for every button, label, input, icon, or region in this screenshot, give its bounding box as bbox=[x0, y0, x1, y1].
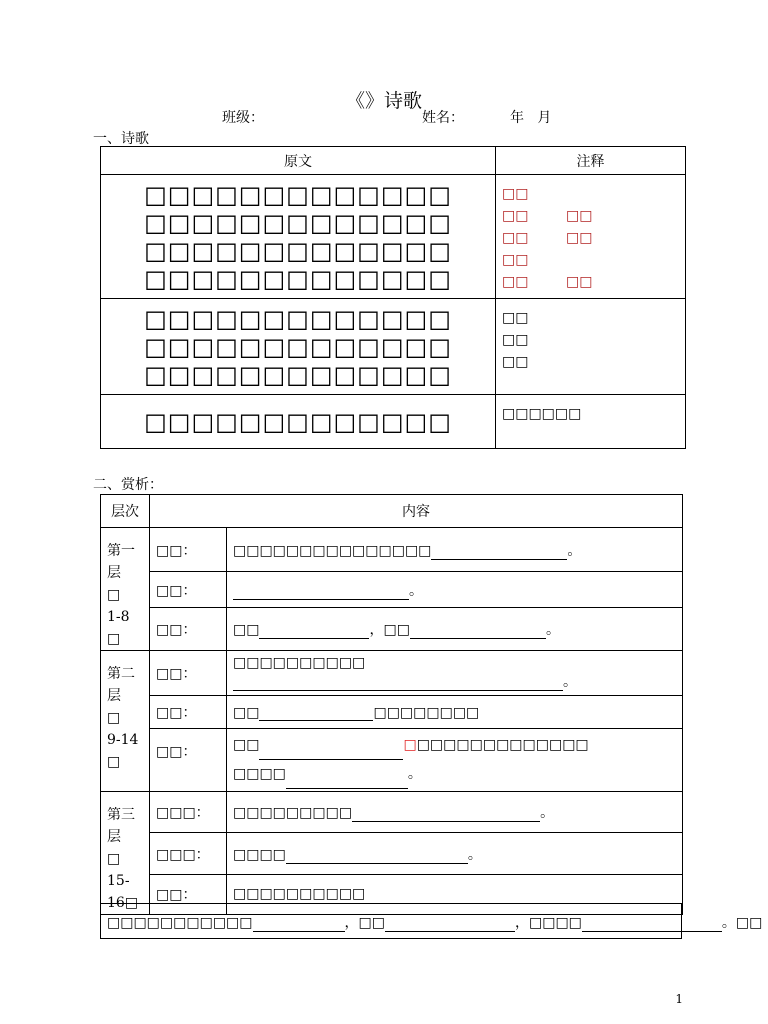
poem-line: □□□□□□□□□□□□□ bbox=[144, 208, 452, 237]
content-text: □□□□ bbox=[233, 846, 286, 863]
row-content bbox=[227, 607, 683, 650]
content-text: □□□□□□□□□ bbox=[233, 805, 353, 822]
row-content bbox=[227, 792, 683, 833]
poem-table bbox=[100, 146, 686, 449]
level-text: □ bbox=[107, 710, 121, 726]
note: □□ bbox=[566, 230, 593, 246]
answer-blank[interactable] bbox=[259, 704, 373, 721]
col-notes: 注释 bbox=[496, 147, 686, 175]
notes-block-2 bbox=[496, 299, 686, 395]
note: □□ bbox=[566, 208, 593, 224]
content-text: □□ bbox=[233, 621, 260, 638]
poem-block-1 bbox=[101, 175, 496, 299]
row-label: □□： bbox=[150, 696, 227, 729]
content-text: 。 bbox=[409, 582, 423, 599]
notes-block-1 bbox=[496, 175, 686, 299]
summary-text: ，□□ bbox=[344, 915, 385, 931]
answer-blank[interactable] bbox=[259, 622, 369, 639]
note: □□ bbox=[502, 354, 529, 370]
row-content bbox=[227, 528, 683, 572]
note: □□□□□□ bbox=[502, 406, 582, 422]
content-text: 。 bbox=[545, 621, 560, 638]
row-content bbox=[227, 572, 683, 608]
level-text: □ bbox=[107, 631, 121, 647]
content-text: □□□□□□□□□□□□□ bbox=[416, 737, 589, 753]
document-title: 《》诗歌 bbox=[345, 90, 422, 112]
answer-blank[interactable] bbox=[259, 743, 403, 760]
col-original: 原文 bbox=[101, 147, 496, 175]
poem-line: □□□□□□□□□□□□□ bbox=[144, 264, 452, 293]
page-number: 1 bbox=[675, 992, 683, 1006]
notes-block-3 bbox=[496, 395, 686, 449]
row-content bbox=[227, 833, 683, 874]
summary-text: ，□□□□ bbox=[514, 915, 582, 931]
row-content bbox=[227, 651, 683, 696]
class-label: 班级： bbox=[222, 110, 264, 126]
row-label: □□□： bbox=[150, 792, 227, 833]
content-text: □□ bbox=[233, 737, 260, 753]
level-lines: 15- bbox=[107, 873, 130, 889]
content-text: □□ bbox=[233, 704, 260, 721]
poem-line: □□□□□□□□□□□□□ bbox=[144, 407, 452, 436]
answer-blank[interactable] bbox=[431, 543, 567, 560]
content-text: 。 bbox=[407, 766, 422, 782]
content-text: □ bbox=[403, 737, 417, 753]
content-text: 。 bbox=[540, 805, 555, 822]
poem-block-2 bbox=[101, 299, 496, 395]
summary-text: □□□□□□□□□□□ bbox=[107, 915, 253, 931]
poem-line: □□□□□□□□□□□□□ bbox=[144, 180, 452, 209]
level-text: □ bbox=[107, 754, 121, 770]
note: □□ bbox=[502, 274, 529, 290]
content-text: □□□□□□□□□□□□□□□ bbox=[233, 542, 432, 559]
row-label: □□： bbox=[150, 729, 227, 792]
content-text: ，□□ bbox=[369, 621, 410, 638]
note: □□ bbox=[566, 274, 593, 290]
col-content: 内容 bbox=[150, 495, 683, 528]
answer-blank[interactable] bbox=[286, 847, 468, 864]
row-label: □□： bbox=[150, 607, 227, 650]
answer-blank[interactable] bbox=[352, 805, 540, 822]
row-content bbox=[227, 729, 683, 792]
note: □□ bbox=[502, 186, 529, 202]
content-text: 。 bbox=[567, 542, 582, 559]
note: □□ bbox=[502, 230, 529, 246]
answer-blank[interactable] bbox=[286, 772, 408, 789]
content-text: □□□□□□□□ bbox=[373, 704, 480, 721]
analysis-table bbox=[100, 494, 683, 915]
row-label: □□： bbox=[150, 528, 227, 572]
level-lines: 1-8 bbox=[107, 609, 130, 625]
section2-label: 二、赏析： bbox=[93, 477, 163, 493]
row-content bbox=[227, 696, 683, 729]
level-name: 第二层 bbox=[107, 666, 135, 704]
level-name: 第一层 bbox=[107, 543, 135, 581]
level-name: 第三层 bbox=[107, 807, 135, 845]
summary-text: 。□□ bbox=[721, 915, 763, 931]
level-1-head bbox=[101, 528, 150, 651]
poem-line: □□□□□□□□□□□□□ bbox=[144, 332, 452, 361]
date-label: 年 月 bbox=[510, 110, 552, 126]
poem-line: □□□□□□□□□□□□□ bbox=[144, 236, 452, 265]
poem-line: □□□□□□□□□□□□□ bbox=[144, 304, 452, 333]
level-text: □ bbox=[107, 587, 121, 603]
content-text: □□□□□□□□□□ bbox=[233, 655, 366, 671]
answer-blank[interactable] bbox=[385, 915, 515, 932]
content-text: □□□□ bbox=[233, 766, 286, 782]
col-level: 层次 bbox=[101, 495, 150, 528]
answer-blank[interactable] bbox=[233, 583, 409, 600]
row-label: □□： bbox=[150, 874, 227, 914]
row-label: □□： bbox=[150, 651, 227, 696]
summary-box bbox=[100, 903, 763, 939]
answer-blank[interactable] bbox=[582, 915, 722, 932]
poem-block-3 bbox=[101, 395, 496, 449]
poem-line: □□□□□□□□□□□□□ bbox=[144, 360, 452, 389]
answer-blank[interactable] bbox=[410, 622, 546, 639]
content-text: □□□□□□□□□□ bbox=[233, 886, 366, 903]
note: □□ bbox=[502, 310, 529, 326]
section1-label: 一、诗歌 bbox=[93, 131, 149, 147]
note: □□ bbox=[502, 332, 529, 348]
content-text: 。 bbox=[467, 846, 482, 863]
level-text: 16□ bbox=[107, 895, 139, 911]
level-lines: 9-14 bbox=[107, 732, 139, 748]
level-text: □ bbox=[107, 851, 121, 867]
answer-blank[interactable] bbox=[233, 674, 563, 691]
note: □□ bbox=[502, 252, 529, 268]
level-3-head bbox=[101, 792, 150, 915]
content-text: 。 bbox=[563, 674, 577, 690]
row-label: □□□： bbox=[150, 833, 227, 874]
name-label: 姓名： bbox=[422, 110, 464, 126]
row-label: □□： bbox=[150, 572, 227, 608]
answer-blank[interactable] bbox=[253, 915, 345, 932]
note: □□ bbox=[502, 208, 529, 224]
level-2-head bbox=[101, 651, 150, 792]
